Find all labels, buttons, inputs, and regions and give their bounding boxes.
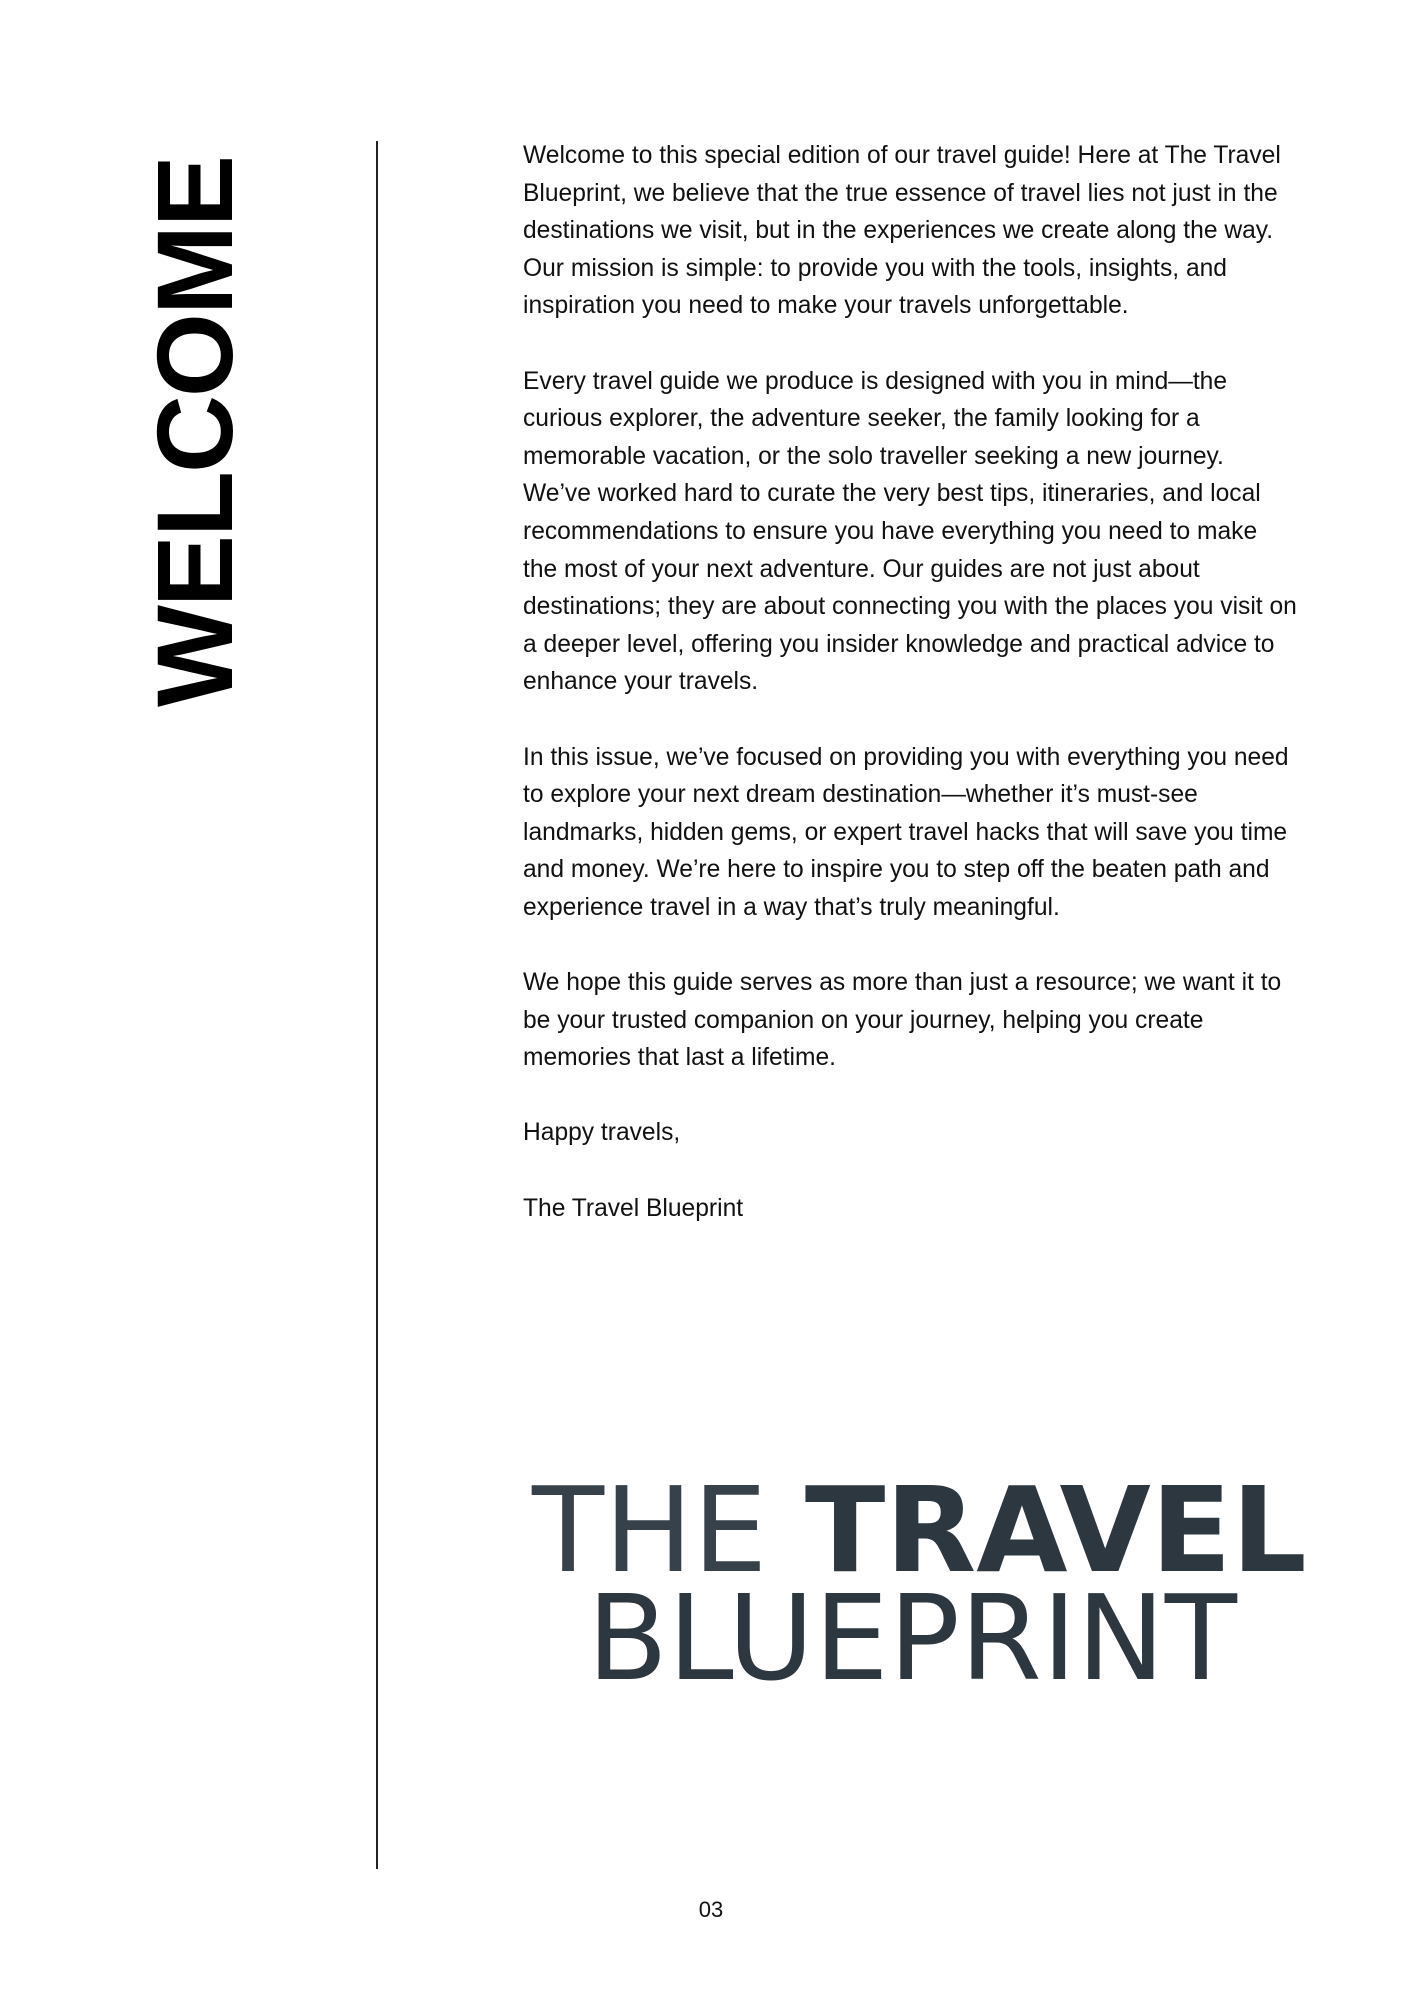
letter-paragraph-4: We hope this guide serves as more than just a resource; we want it to be your trusted companion on your journey, helping you create memories that last a lifetime. bbox=[523, 969, 1282, 1072]
brand-logo bbox=[532, 1461, 1307, 1707]
letter-paragraph-1: Welcome to this special edition of our travel guide! Here at The Travel Blueprint, we believe that the true essence of travel lies not just in the destinations we visit, but in the experiences we create along the way. Our mission is simple: to provide you with the tools, insights, and inspiration you need to make your travels unforgettable. bbox=[523, 142, 1281, 320]
vertical-divider bbox=[376, 141, 378, 1869]
letter-paragraph-3: In this issue, we’ve focused on providing you with everything you need to explore your next dream destination—whether it’s must-see landmarks, hidden gems, or expert travel hacks that will save you time and money. We’re here to inspire you to step off the beaten path and experience travel in a way that’s truly meaningful. bbox=[523, 743, 1289, 921]
logo-word-travel: TRAVEL bbox=[804, 1461, 1307, 1599]
page-number: 03 bbox=[698, 1897, 724, 1922]
logo-word-the: THE bbox=[532, 1461, 768, 1599]
letter-closing: Happy travels, bbox=[523, 1119, 681, 1147]
welcome-letter bbox=[523, 137, 1298, 1265]
letter-signature: The Travel Blueprint bbox=[523, 1194, 744, 1222]
letter-paragraph-2: Every travel guide we produce is designed with you in mind—the curious explorer, the adventure seeker, the family looking for a memorable vacation, or the solo traveller seeking a new journey. We’ve worked hard to curate the very best tips, itineraries, and local recommendations to ensure you have everything you need to make the most of your next adventure. Our guides are not just about destinations; they are about connecting you with the places you visit on a deeper level, offering you insider knowledge and practical advice to enhance your travels. bbox=[523, 367, 1297, 696]
logo-word-blueprint: BLUEPRINT bbox=[586, 1569, 1238, 1707]
logo-line-1 bbox=[532, 1461, 1307, 1599]
welcome-heading: WELCOME bbox=[134, 157, 255, 707]
